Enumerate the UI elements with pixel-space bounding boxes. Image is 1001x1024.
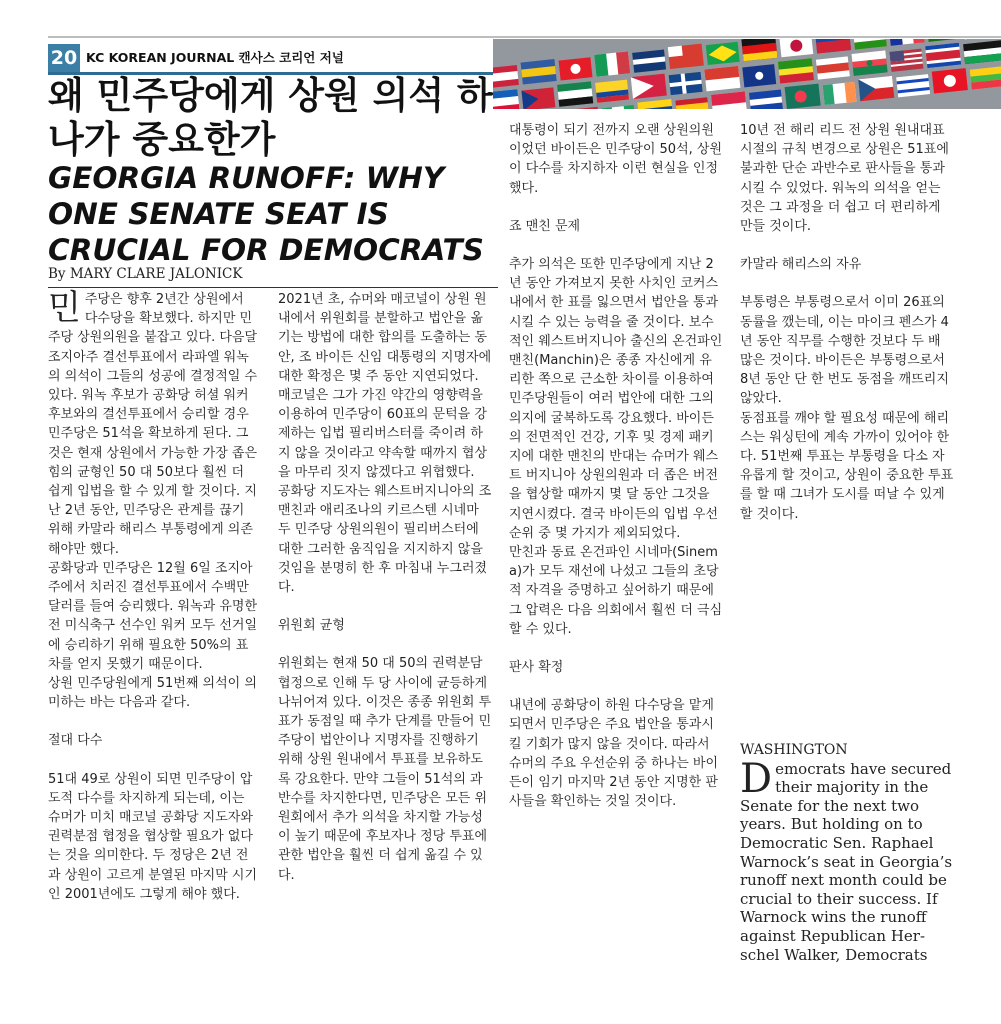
subheading-manchin-problem: 죠 맨친 문제 xyxy=(509,218,581,234)
korean-paragraph-7: 위원회는 현재 50 대 50의 권력분담 협정으로 인해 두 당 사이에 균등하게 나뉘어져 있다. 이것은 종종 위원회 투표가 동점일 때 추가 단계를 만들어 민주당이 법안이나 지명자를 진행하기 위해 상원 원내에서 투표를 보유하도록 강요한다. 만약 그들이 51석의 과반수를 차지한다면, 민주당은 모든 위원회에서 추가 의석을 차지할 가능성이 높기 때문에 후보자나 정당 투표에 관한 법안을 훨씬 더 쉽게 옮길 수 있다. xyxy=(278,656,492,883)
subheading-committee-balance: 위원회 균형 xyxy=(278,618,345,634)
korean-paragraph-2: 공화당과 민주당은 12월 6일 조지아 주에서 치러진 결선투표에서 수백만 달러를 들여 승리했다. 워녹과 유명한 전 미식축구 선수인 워커 모두 선거일에 승리하기 위해 필요한 50%의 표차를 얻지 못했기 때문이다. xyxy=(48,560,258,672)
english-excerpt xyxy=(740,741,954,964)
korean-column-4 xyxy=(740,121,954,524)
flags-image xyxy=(493,39,1001,109)
korean-paragraph-12: 10년 전 해리 리드 전 상원 원내대표 시절의 규칙 변경으로 상원은 51표에 불과한 단순 과반수로 판사들을 통과시킬 수 있었다. 워녹의 의석을 얻는 것은 그 과정을 더 쉽고 더 편리하게 만들 것이다. xyxy=(740,123,949,235)
korean-paragraph-6: 공화당 지도자는 웨스트버지니아의 조 맨친과 애리조나의 키르스텐 시네마 두 민주당 상원의원이 필리버스터에 대한 그러한 움직임을 지지하지 않을 것임을 분명히 한 후 마침내 누그러졌다. xyxy=(278,484,492,596)
korean-paragraph-13: 부통령은 부통령으로서 이미 26표의 동률을 깼는데, 이는 마이크 펜스가 4년 동안 직무를 수행한 것보다 두 배 많은 것이다. 바이든은 부통령으로서 8년 동안 단 한 번도 동점을 깨뜨리지 않았다. xyxy=(740,295,949,407)
english-paragraph xyxy=(740,755,954,965)
headline-english: GEORGIA RUNOFF: WHY ONE SENATE SEAT IS CRUCIAL FOR DEMOCRATS xyxy=(48,161,484,267)
korean-column-2 xyxy=(278,290,492,885)
byline-rule xyxy=(48,287,498,288)
korean-column-1 xyxy=(48,290,260,904)
subheading-kamala-harris: 카말라 해리스의 자유 xyxy=(740,257,862,273)
dateline: WASHINGTON xyxy=(740,742,848,758)
publication-name: KC KOREAN JOURNAL 캔사스 코리언 저널 xyxy=(86,50,344,65)
korean-paragraph-9: 추가 의석은 또한 민주당에게 지난 2년 동안 가져보지 못한 사치인 코커스 내에서 한 표를 잃으면서 법안을 통과시킬 수 있는 능력을 줄 것이다. 보수적인 웨스트버지니아 출신의 온건파인 맨친(Manchin)은 종종 자신에게 유리한 쪽으로 근소한 차이를 이용하여 민주당원들이 여러 법안에 대한 그의 의지에 굴복하도록 강요했다. 바이든의 전면적인 건강, 기후 및 경제 패키지에 대한 맨친의 반대는 슈머가 웨스트 버지니아 상원의원과 더 좁은 버전을 협상할 때까지 몇 달 동안 그것을 지연시켰다. 결국 바이든의 입법 우선순위 중 몇 가지가 제외되었다. xyxy=(509,257,723,541)
korean-paragraph-4: 51대 49로 상원이 되면 민주당이 압도적 다수를 차지하게 되는데, 이는 슈머가 미치 매코널 공화당 지도자와 권력분점 협정을 협상할 필요가 없다는 것을 의미한다. 두 정당은 2년 전과 상원이 고르게 분열된 마지막 시기인 2001년에도 그렇게 해야 했다. xyxy=(48,771,258,902)
korean-paragraph-10: 만친과 동료 온건파인 시네마(Sinema)가 모두 재선에 나섰고 그들의 초당적 자격을 증명하고 싶어하기 때문에 그 압력은 다음 의회에서 훨씬 더 극심할 수 있다. xyxy=(509,545,723,637)
byline: By MARY CLARE JALONICK xyxy=(48,266,243,282)
page-number: 20 xyxy=(48,44,80,72)
top-rule xyxy=(48,36,1001,38)
headline-korean: 왜 민주당에게 상원 의석 하나가 중요한가 xyxy=(48,74,493,161)
subheading-judge-confirmation: 판사 확정 xyxy=(509,660,564,676)
korean-paragraph-14: 동점표를 깨야 할 필요성 때문에 해리스는 워싱턴에 계속 가까이 있어야 한다. 51번째 투표는 부통령을 다소 자유롭게 할 것이고, 상원이 중요한 투표를 할 때 그녀가 도시를 떠날 수 있게 할 것이다. xyxy=(740,410,954,522)
korean-paragraph-5: 2021년 초, 슈머와 매코널이 상원 원내에서 위원회를 분할하고 법안을 옮기는 방법에 대한 합의를 도출하는 동안, 조 바이든 신임 대통령의 지명자에 대한 확정은 몇 주 동안 지연되었다. 매코널은 그가 가진 약간의 영향력을 이용하여 민주당이 60표의 문턱을 강제하는 입법 필리버스터를 죽이려 하지 않을 것이라고 약속할 때까지 협상을 마무리 짓지 않겠다고 위협했다. xyxy=(278,292,492,480)
drop-cap-korean: 민 xyxy=(48,288,81,328)
subheading-majority: 절대 다수 xyxy=(48,733,103,749)
korean-paragraph-3: 상원 민주당원에게 51번째 의석이 의미하는 바는 다음과 같다. xyxy=(48,676,257,711)
korean-paragraph-1 xyxy=(48,290,260,559)
korean-paragraph-1-text: 주당은 향후 2년간 상원에서 다수당을 확보했다. 하지만 민주당 상원의원을 붙잡고 있다. 다음달 조지아주 결선투표에서 라파엘 워녹의 의석이 그들의 성공에 결정적일 수 있다. 워녹 후보가 공화당 허셜 워커 후보와의 결선투표에서 승리할 경우 민주당은 51석을 확보하게 된다. 그것은 현재 상원에서 가능한 가장 좁은 힘의 균형인 50 대 50보다 훨씬 더 쉽게 입법을 할 수 있게 할 것이다. 지난 2년 동안, 민주당은 관계를 끊기 위해 카말라 해리스 부통령에게 의존해야만 했다. xyxy=(48,292,258,557)
korean-paragraph-11: 내년에 공화당이 하원 다수당을 맡게 되면서 민주당은 주요 법안을 통과시킬 기회가 많지 않을 것이다. 따라서 슈머의 주요 우선순위 중 하나는 바이든이 임기 마지막 2년 동안 지명한 판사들을 확인하는 것일 것이다. xyxy=(509,698,719,810)
drop-cap-english: D xyxy=(740,755,773,802)
world-flags-banner xyxy=(493,39,1001,109)
english-paragraph-text: emocrats have secured their majority in the Senate for the next two years. But holding on to Democratic Sen. Raphael Warnock’s seat in Georgia’s runoff next month could be crucial to their success. If Warnock wins the runoff against Republican Her-schel Walker, Democrats xyxy=(740,759,953,964)
korean-paragraph-8: 대통령이 되기 전까지 오랜 상원의원이었던 바이든은 민주당이 50석, 상원이 다수를 차지하자 이런 현실을 인정했다. xyxy=(509,123,723,196)
korean-column-3 xyxy=(509,121,723,812)
